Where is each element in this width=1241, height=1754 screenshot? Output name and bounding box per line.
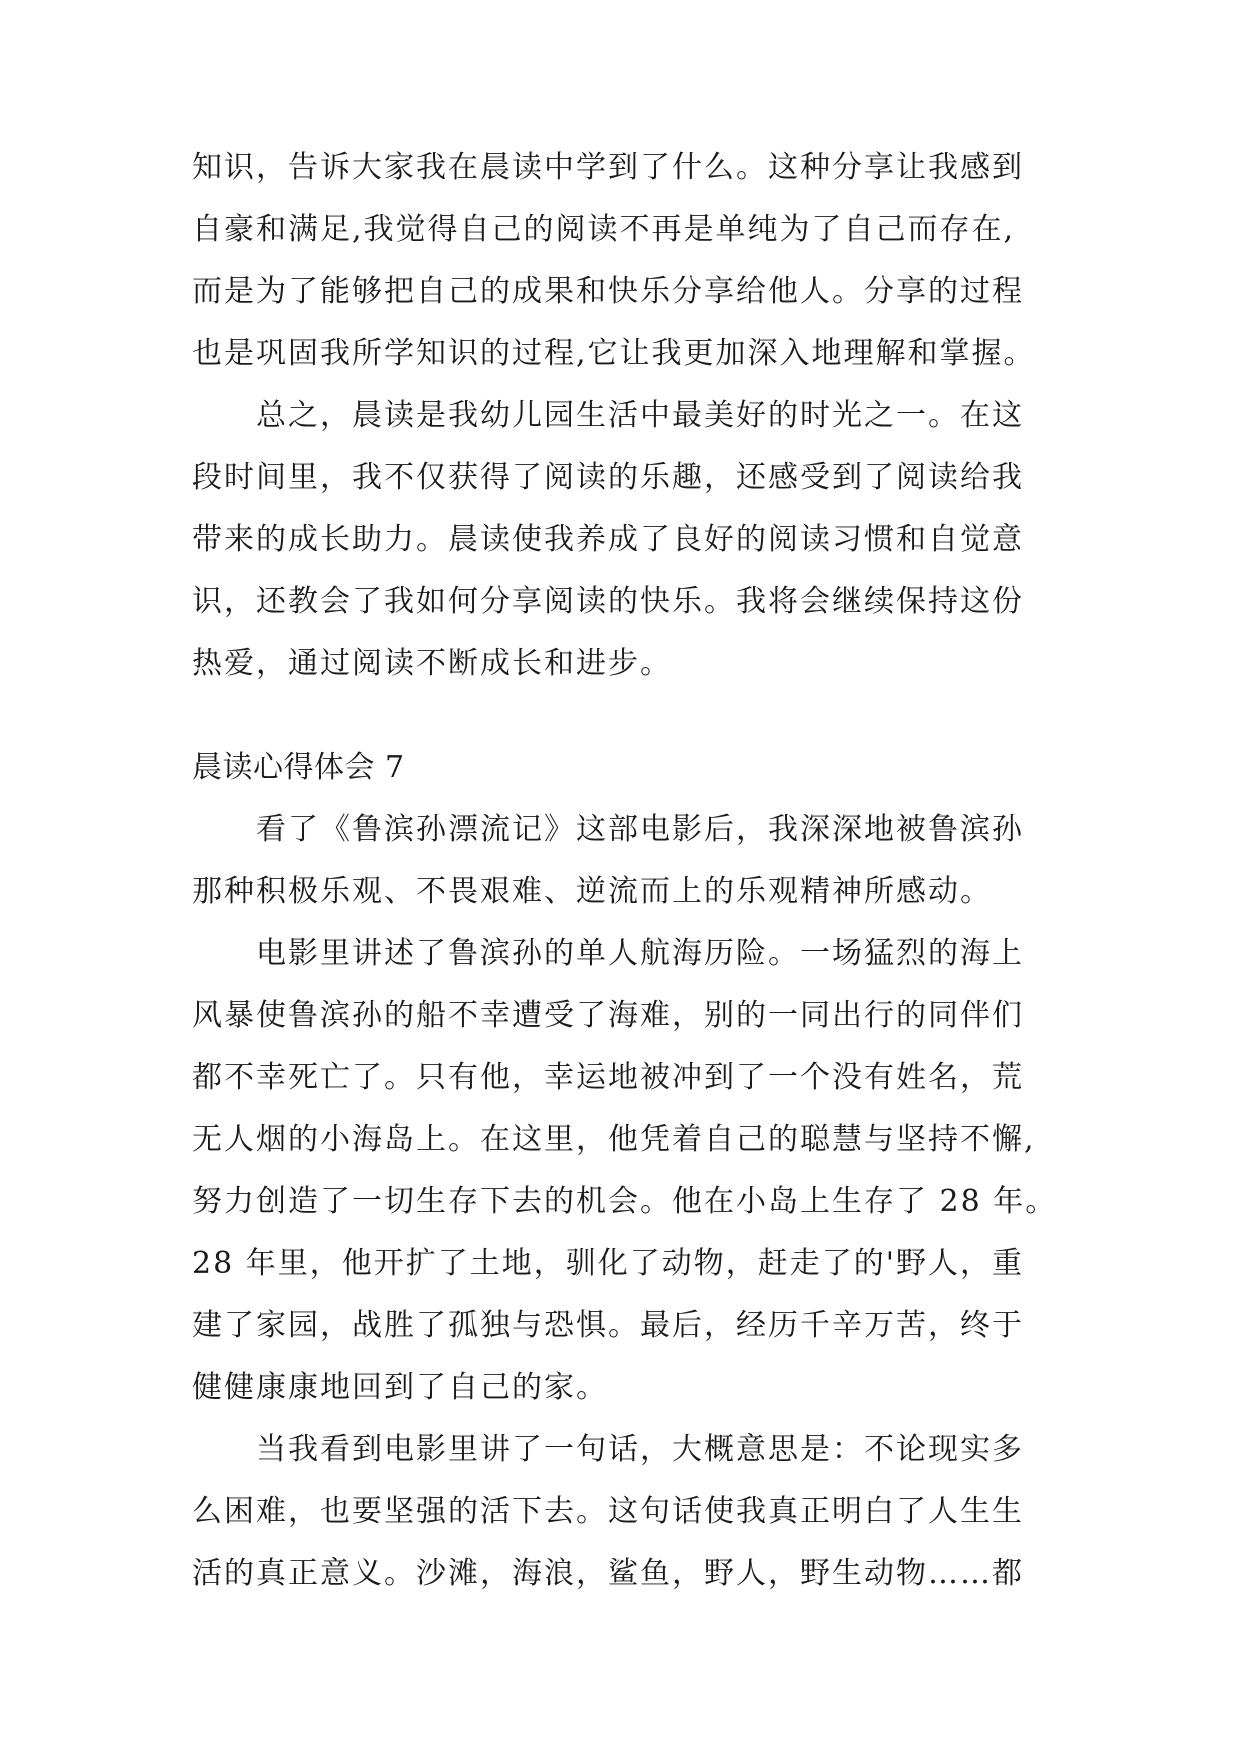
paragraph-line: 而是为了能够把自己的成果和快乐分享给他人。分享的过程 [192,274,1024,309]
paragraph-line: 么困难，也要坚强的活下去。这句话使我真正明白了人生生 [192,1494,1024,1529]
paragraph-line: 知识，告诉大家我在晨读中学到了什么。这种分享让我感到 [192,150,1024,185]
paragraph-line: 带来的成长助力。晨读使我养成了良好的阅读习惯和自觉意 [192,522,1024,557]
paragraph-line: 那种积极乐观、不畏艰难、逆流而上的乐观精神所感动。 [192,874,992,909]
paragraph-line: 无人烟的小海岛上。在这里，他凭着自己的聪慧与坚持不懈, [192,1122,1036,1157]
paragraph-line: 努力创造了一切生存下去的机会。他在小岛上生存了 28 年。 [192,1184,1058,1219]
section-heading: 晨读心得体会 7 [192,750,405,785]
paragraph-line: 当我看到电影里讲了一句话，大概意思是：不论现实多 [256,1432,1024,1467]
paragraph-line: 自豪和满足,我觉得自己的阅读不再是单纯为了自己而存在, [192,212,1016,247]
paragraph-line: 风暴使鲁滨孙的船不幸遭受了海难，别的一同出行的同伴们 [192,998,1024,1033]
paragraph-line: 活的真正意义。沙滩，海浪，鲨鱼，野人，野生动物……都 [192,1556,1024,1591]
paragraph-line: 健健康康地回到了自己的家。 [192,1370,608,1405]
paragraph-line: 电影里讲述了鲁滨孙的单人航海历险。一场猛烈的海上 [256,936,1024,971]
paragraph-line: 28 年里，他开扩了土地，驯化了动物，赶走了的'野人，重 [192,1246,1024,1281]
paragraph-line: 总之，晨读是我幼儿园生活中最美好的时光之一。在这 [256,398,1024,433]
paragraph-line: 识，还教会了我如何分享阅读的快乐。我将会继续保持这份 [192,584,1024,619]
paragraph-line: 段时间里，我不仅获得了阅读的乐趣，还感受到了阅读给我 [192,460,1024,495]
paragraph-line: 热爱，通过阅读不断成长和进步。 [192,646,672,681]
paragraph-line: 也是巩固我所学知识的过程,它让我更加深入地理解和掌握。 [192,336,1036,371]
paragraph-line: 都不幸死亡了。只有他，幸运地被冲到了一个没有姓名，荒 [192,1060,1024,1095]
paragraph-line: 看了《鲁滨孙漂流记》这部电影后，我深深地被鲁滨孙 [256,812,1024,847]
paragraph-line: 建了家园，战胜了孤独与恐惧。最后，经历千辛万苦，终于 [192,1308,1024,1343]
